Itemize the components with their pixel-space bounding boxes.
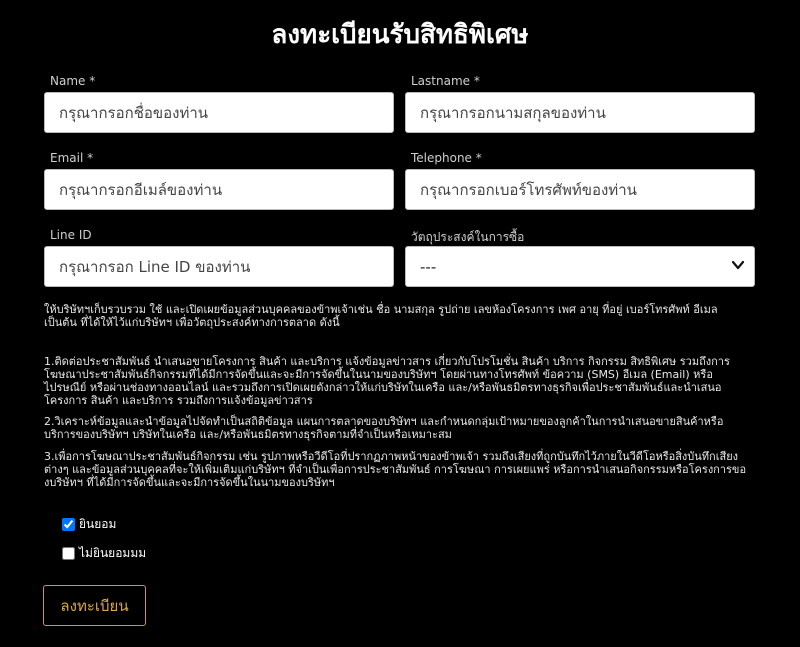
- lastname-field-group: [405, 74, 755, 133]
- purpose-label: วัตถุประสงค์ในการซื้อ: [411, 230, 525, 244]
- consent-item-3-text: 3.เพื่อการโฆษณาประชาสัมพันธ์กิจกรรม เช่น รูปภาพหรือวีดีโอที่ปรากฏภาพหน้าของข้าพเจ้า รวมถึงเสียงที่ถูกบันทึกไว้ภายในวีดีโอหรือสิ่งบันทึกเสียงต่างๆ และข้อมูลส่วนบุคคลที่จะให้เพิ่มเติมแก่บริษัทฯ ที่จำเป็นเพื่อการประชาสัมพันธ์ การโฆษณา การเผยแพร่ หรือการนำเสนอกิจกรรมหรือโครงการของบริษัทฯ ที่ได้มีการจัดขึ้นและจะมีการจัดขึ้นในนามของบริษัทฯ: [44, 450, 747, 489]
- register-button[interactable]: ลงทะเบียน: [43, 585, 146, 626]
- purpose-select-wrap: [405, 246, 755, 287]
- name-label: Name *: [50, 74, 96, 88]
- line-id-label: Line ID: [50, 228, 92, 242]
- accept-checkbox[interactable]: [62, 518, 75, 531]
- purpose-select[interactable]: [405, 246, 755, 287]
- page-title: ลงทะเบียนรับสิทธิพิเศษ: [271, 20, 529, 50]
- consent-item-2-text: 2.วิเคราะห์ข้อมูลและนำข้อมูลไปจัดทำเป็นสถิติข้อมูล แผนการตลาดของบริษัทฯ และกำหนดกลุ่มเป้าหมายของลูกค้าในการนำเสนอขายสินค้าหรือบริการของบริษัทฯ บริษัทในเครือ และ/หรือพันธมิตรทางธุรกิจตามที่จำเป็นหรือเหมาะสม: [44, 415, 724, 441]
- lastname-input[interactable]: [405, 92, 755, 133]
- name-input[interactable]: [44, 92, 394, 133]
- accept-label: ยินยอม: [79, 517, 117, 531]
- line-id-input[interactable]: [44, 246, 394, 287]
- telephone-label: Telephone *: [411, 151, 482, 165]
- decline-option[interactable]: [62, 544, 146, 563]
- lastname-label: Lastname *: [411, 74, 480, 88]
- telephone-field-group: [405, 151, 755, 210]
- name-field-group: [44, 74, 394, 133]
- accept-option[interactable]: [62, 515, 116, 534]
- email-label: Email *: [50, 151, 94, 165]
- telephone-input[interactable]: [405, 169, 755, 210]
- consent-intro-text: ให้บริษัทฯเก็บรวบรวม ใช้ และเปิดเผยข้อมูลส่วนบุคคลของข้าพเจ้าเช่น ชื่อ นามสกุล รูปถ่าย เลขห้องโครงการ เพศ อายุ ที่อยู่ เบอร์โทรศัพท์ อีเมล เป็นต้น ที่ได้ให้ไว้แก่บริษัทฯ เพื่อวัตถุประสงค์ทางการตลาด ดังนี้: [44, 303, 718, 329]
- consent-item-1-text: 1.ติดต่อประชาสัมพันธ์ นำเสนอขายโครงการ สินค้า และบริการ แจ้งข้อมูลข่าวสาร เกี่ยวกับโปรโมชั่น สินค้า บริการ กิจกรรม สิทธิพิเศษ รวมถึงการโฆษณาประชาสัมพันธ์กิจกรรมที่ได้มีการจัดขึ้นและจะมีการจัดขึ้นในนามของบริษัทฯ โดยผ่านทางโทรศัพท์ ข้อความ (SMS) อีเมล (Email) หรือไปรษณีย์ หรือผ่านช่องทางออนไลน์ และรวมถึงการเปิดเผยดังกล่าวให้แก่บริษัทในเครือ และ/หรือพันธมิตรทางธุรกิจเพื่อประชาสัมพันธ์และนำเสนอโครงการ สินค้า และบริการ รวมถึงการแจ้งข้อมูลข่าวสาร: [44, 355, 730, 407]
- purpose-field-group: [405, 228, 755, 287]
- decline-checkbox[interactable]: [62, 547, 75, 560]
- line-id-field-group: [44, 228, 394, 287]
- email-input[interactable]: [44, 169, 394, 210]
- decline-label: ไม่ยินยอมมม: [79, 546, 147, 560]
- email-field-group: [44, 151, 394, 210]
